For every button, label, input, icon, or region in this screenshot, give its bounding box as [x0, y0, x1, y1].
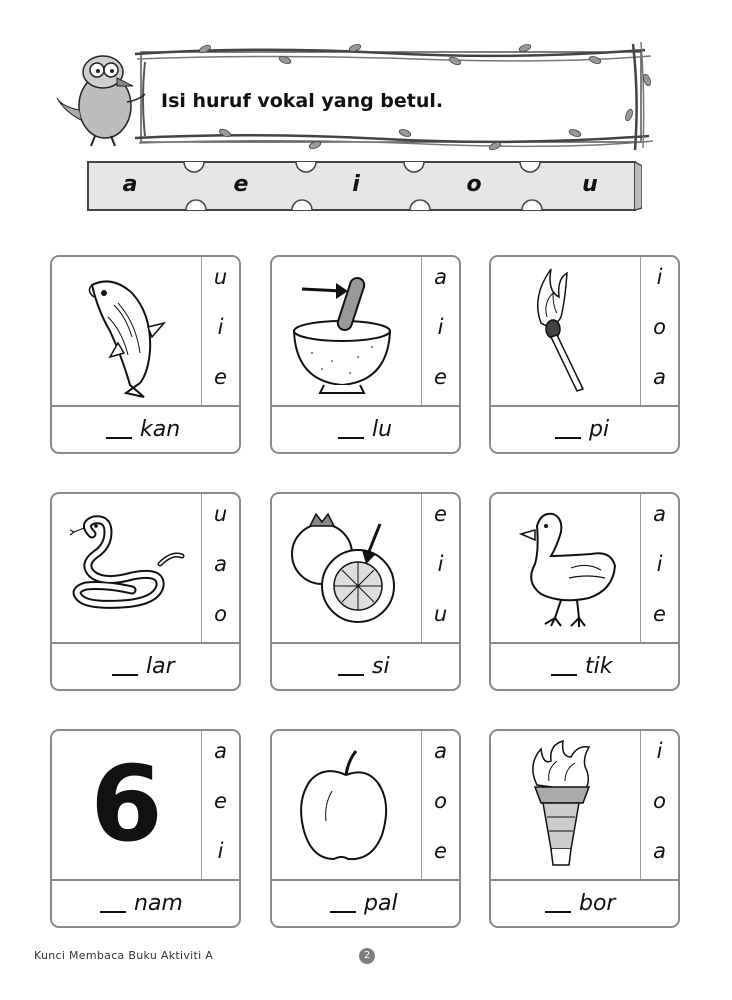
matchstick-picture [491, 257, 641, 405]
answer-blank[interactable] [555, 437, 581, 439]
vowel-option[interactable]: a [653, 502, 666, 526]
instruction-header [55, 40, 655, 152]
exercise-card-alu [270, 255, 461, 454]
snake-icon [52, 494, 201, 642]
vowel-option[interactable]: e [653, 602, 666, 626]
vowel-option[interactable]: u [213, 502, 228, 526]
vowel-option[interactable]: i [437, 552, 444, 576]
page-number: 2 [359, 948, 375, 964]
exercise-card-ikan [50, 255, 241, 454]
word-ending: nam [134, 891, 183, 916]
torch-picture [491, 731, 641, 879]
vowel-option[interactable]: a [214, 739, 227, 763]
vowel-option[interactable]: a [434, 265, 447, 289]
vowel-option[interactable]: e [434, 365, 447, 389]
duck-picture [491, 494, 641, 642]
vowel-option[interactable]: i [656, 265, 663, 289]
exercise-card-itik [489, 492, 680, 691]
word-ending: kan [140, 417, 181, 442]
bird-mascot-icon [57, 56, 145, 146]
snake-picture [52, 494, 202, 642]
vowel-option[interactable]: e [434, 502, 447, 526]
exercise-card-api [489, 255, 680, 454]
word-ending: si [372, 654, 390, 679]
word-row [52, 879, 239, 928]
word-row [272, 879, 459, 928]
word-row [52, 642, 239, 691]
vowel-option[interactable]: e [214, 365, 227, 389]
answer-blank[interactable] [106, 437, 132, 439]
matchstick-icon [491, 257, 640, 405]
answer-blank[interactable] [338, 437, 364, 439]
torch-icon [491, 731, 640, 879]
vowel-option[interactable]: o [434, 789, 447, 813]
word-row [272, 642, 459, 691]
word-ending: pal [364, 891, 398, 916]
word-ending: pi [589, 417, 610, 442]
answer-blank[interactable] [551, 674, 577, 676]
vowel-u: u [582, 172, 598, 197]
vowel-option[interactable]: i [656, 739, 663, 763]
vowel-option[interactable]: i [217, 315, 224, 339]
apple-picture [272, 731, 422, 879]
vowel-option[interactable]: a [653, 365, 666, 389]
answer-blank[interactable] [338, 674, 364, 676]
fish-icon [52, 257, 201, 405]
mortar-pestle-icon [272, 257, 421, 405]
word-ending: bor [579, 891, 616, 916]
vowel-option[interactable]: u [433, 602, 448, 626]
word-row [272, 405, 459, 454]
word-ending: tik [585, 654, 613, 679]
instruction-title: Isi huruf vokal yang betul. [161, 90, 444, 112]
word-ending: lu [372, 417, 393, 442]
vowel-e: e [233, 172, 249, 197]
vowel-option[interactable]: i [437, 315, 444, 339]
vowel-option[interactable]: e [214, 789, 227, 813]
vowel-i: i [352, 172, 360, 197]
vowel-option[interactable]: i [656, 552, 663, 576]
vowel-option[interactable]: a [214, 552, 227, 576]
pestle-mortar-picture [272, 257, 422, 405]
duck-icon [491, 494, 640, 642]
vowel-a: a [122, 172, 138, 197]
vowel-o: o [466, 172, 482, 197]
word-ending: lar [146, 654, 175, 679]
exercise-card-epal [270, 729, 461, 928]
numeral-six: 6 [90, 743, 163, 865]
exercise-card-obor [489, 729, 680, 928]
vowel-option[interactable]: u [213, 265, 228, 289]
fish-picture [52, 257, 202, 405]
book-title: Kunci Membaca Buku Aktiviti A [34, 949, 214, 962]
exercise-card-isi [270, 492, 461, 691]
vowel-option[interactable]: e [434, 839, 447, 863]
vowel-strip [86, 160, 642, 212]
answer-blank[interactable] [545, 911, 571, 913]
vowel-option[interactable]: o [653, 789, 666, 813]
exercise-card-ular [50, 492, 241, 691]
answer-blank[interactable] [330, 911, 356, 913]
apple-icon [272, 731, 421, 879]
vowel-option[interactable]: o [214, 602, 227, 626]
number-six-picture [52, 731, 202, 879]
vowel-option[interactable]: i [217, 839, 224, 863]
mangosteen-picture [272, 494, 422, 642]
vowel-option[interactable]: a [653, 839, 666, 863]
word-row [491, 879, 678, 928]
word-row [491, 405, 678, 454]
mangosteen-icon [272, 494, 421, 642]
vowel-option[interactable]: o [653, 315, 666, 339]
answer-blank[interactable] [100, 911, 126, 913]
vowel-option[interactable]: a [434, 739, 447, 763]
word-row [491, 642, 678, 691]
word-row [52, 405, 239, 454]
answer-blank[interactable] [112, 674, 138, 676]
exercise-card-enam [50, 729, 241, 928]
